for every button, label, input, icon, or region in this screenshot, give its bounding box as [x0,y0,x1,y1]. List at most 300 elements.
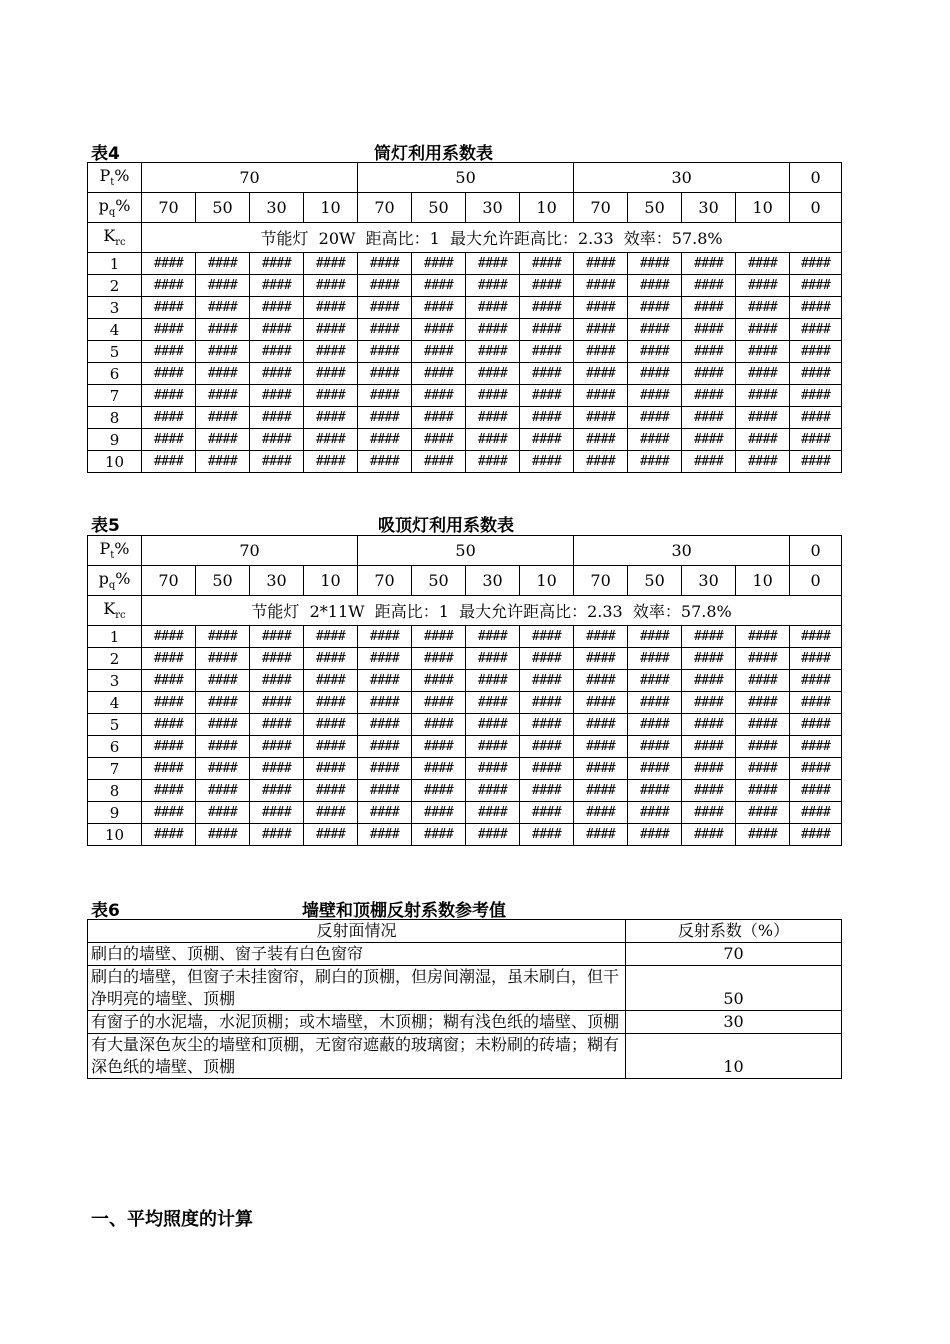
coefficient-cell: #### [790,714,842,736]
coefficient-cell: #### [412,451,466,473]
coefficient-cell: #### [466,802,520,824]
coefficient-cell: #### [304,275,358,297]
pt-label [88,163,142,193]
coefficient-cell: #### [682,780,736,802]
coefficient-cell: #### [736,275,790,297]
pq-value: 50 [412,566,466,596]
coefficient-cell: #### [196,275,250,297]
pq-row [88,193,842,223]
pq-value: 70 [358,566,412,596]
coefficient-cell: #### [682,692,736,714]
table5 [87,535,842,846]
coefficient-cell: #### [466,824,520,846]
table-row [88,648,842,670]
coefficient-cell: #### [412,736,466,758]
coefficient-cell: #### [682,824,736,846]
coefficient-cell: #### [736,319,790,341]
coefficient-cell: #### [574,780,628,802]
coefficient-cell: #### [196,451,250,473]
coefficient-cell: #### [682,341,736,363]
coefficient-cell: #### [196,648,250,670]
coefficient-cell: #### [466,297,520,319]
table6-header-surface: 反射面情况 [88,920,626,943]
table-row [88,692,842,714]
coefficient-cell: #### [466,780,520,802]
coefficient-cell: #### [790,780,842,802]
table-row [88,319,842,341]
coefficient-cell: #### [466,253,520,275]
coefficient-cell: #### [142,736,196,758]
lamp-info: 节能灯 20W 距高比：1 最大允许距高比：2.33 效率：57.8% [142,223,842,253]
coefficient-cell: #### [142,253,196,275]
coefficient-cell: #### [250,714,304,736]
coefficient-cell: #### [628,670,682,692]
coefficient-cell: #### [466,692,520,714]
coefficient-cell: #### [574,451,628,473]
coefficient-cell: #### [304,363,358,385]
coefficient-cell: #### [358,692,412,714]
pq-value: 30 [250,566,304,596]
coefficient-cell: #### [736,297,790,319]
coefficient-cell: #### [142,648,196,670]
coefficient-cell: #### [520,780,574,802]
coefficient-cell: #### [304,626,358,648]
table-row [88,802,842,824]
coefficient-cell: #### [412,253,466,275]
room-ratio: 8 [88,407,142,429]
coefficient-cell: #### [790,363,842,385]
pq-value: 30 [466,566,520,596]
coefficient-cell: #### [736,429,790,451]
coefficient-cell: #### [682,670,736,692]
table6-desc: 有窗子的水泥墙，水泥顶棚；或木墙壁，木顶棚；糊有浅色纸的墙壁、顶棚 [88,1011,626,1034]
pt-group: 0 [790,536,842,566]
coefficient-cell: #### [736,341,790,363]
label-subscript: q [108,580,116,592]
pt-label [88,536,142,566]
coefficient-cell: #### [142,670,196,692]
coefficient-cell: #### [196,802,250,824]
coefficient-cell: #### [250,253,304,275]
table-row [88,626,842,648]
coefficient-cell: #### [358,736,412,758]
coefficient-cell: #### [466,648,520,670]
coefficient-cell: #### [790,429,842,451]
pq-value: 50 [628,193,682,223]
coefficient-cell: #### [790,451,842,473]
coefficient-cell: #### [304,802,358,824]
coefficient-cell: #### [466,736,520,758]
coefficient-cell: #### [304,648,358,670]
coefficient-cell: #### [574,297,628,319]
label-base: K [103,226,116,246]
coefficient-cell: #### [466,407,520,429]
coefficient-cell: #### [790,275,842,297]
table6-value: 30 [626,1011,842,1034]
coefficient-cell: #### [736,692,790,714]
coefficient-cell: #### [790,692,842,714]
coefficient-cell: #### [412,714,466,736]
coefficient-cell: #### [358,824,412,846]
coefficient-cell: #### [790,736,842,758]
pt-group: 70 [142,163,358,193]
coefficient-cell: #### [790,758,842,780]
coefficient-cell: #### [628,824,682,846]
coefficient-cell: #### [250,451,304,473]
pq-value: 30 [250,193,304,223]
pq-label [88,193,142,223]
room-ratio: 9 [88,429,142,451]
label-subscript: q [108,207,116,219]
room-ratio: 1 [88,626,142,648]
pq-value: 70 [358,193,412,223]
coefficient-cell: #### [574,758,628,780]
coefficient-cell: #### [358,451,412,473]
table6-title: 墙壁和顶棚反射系数参考值 [302,901,506,921]
pq-value: 30 [682,566,736,596]
coefficient-cell: #### [682,253,736,275]
coefficient-cell: #### [574,648,628,670]
coefficient-cell: #### [196,714,250,736]
coefficient-cell: #### [574,407,628,429]
coefficient-cell: #### [412,802,466,824]
pq-value: 10 [304,566,358,596]
coefficient-cell: #### [466,451,520,473]
table-row [88,407,842,429]
coefficient-cell: #### [628,275,682,297]
coefficient-cell: #### [520,670,574,692]
krc-row [88,596,842,626]
room-ratio: 6 [88,736,142,758]
coefficient-cell: #### [358,648,412,670]
coefficient-cell: #### [412,692,466,714]
pt-group: 0 [790,163,842,193]
coefficient-cell: #### [628,802,682,824]
coefficient-cell: #### [790,648,842,670]
coefficient-cell: #### [250,692,304,714]
label-base: p [98,569,109,589]
coefficient-cell: #### [520,297,574,319]
lamp-info: 节能灯 2*11W 距高比：1 最大允许距高比：2.33 效率：57.8% [142,596,842,626]
pq-row [88,566,842,596]
room-ratio: 10 [88,824,142,846]
coefficient-cell: #### [466,758,520,780]
coefficient-cell: #### [520,319,574,341]
coefficient-cell: #### [196,692,250,714]
coefficient-cell: #### [196,626,250,648]
coefficient-cell: #### [736,385,790,407]
table6-caption [91,896,841,921]
coefficient-cell: #### [412,780,466,802]
coefficient-cell: #### [358,275,412,297]
coefficient-cell: #### [304,385,358,407]
pq-value: 10 [304,193,358,223]
coefficient-cell: #### [466,275,520,297]
label-subscript: t [110,177,115,189]
coefficient-cell: #### [628,758,682,780]
coefficient-cell: #### [682,758,736,780]
coefficient-cell: #### [790,385,842,407]
pq-value: 50 [196,193,250,223]
coefficient-cell: #### [358,429,412,451]
coefficient-cell: #### [736,363,790,385]
coefficient-cell: #### [358,407,412,429]
coefficient-cell: #### [574,429,628,451]
coefficient-cell: #### [682,385,736,407]
coefficient-cell: #### [142,363,196,385]
coefficient-cell: #### [412,319,466,341]
krc-label [88,223,142,253]
coefficient-cell: #### [466,319,520,341]
coefficient-cell: #### [304,253,358,275]
coefficient-cell: #### [682,626,736,648]
coefficient-cell: #### [304,297,358,319]
room-ratio: 8 [88,780,142,802]
coefficient-cell: #### [196,736,250,758]
room-ratio: 4 [88,692,142,714]
coefficient-cell: #### [628,736,682,758]
coefficient-cell: #### [790,319,842,341]
coefficient-cell: #### [412,275,466,297]
pt-group: 50 [358,536,574,566]
coefficient-cell: #### [790,253,842,275]
pq-value: 70 [574,566,628,596]
room-ratio: 3 [88,297,142,319]
coefficient-cell: #### [574,385,628,407]
coefficient-cell: #### [250,319,304,341]
coefficient-cell: #### [736,670,790,692]
coefficient-cell: #### [628,341,682,363]
coefficient-cell: #### [304,714,358,736]
coefficient-cell: #### [736,736,790,758]
table6-value: 50 [626,966,842,1011]
coefficient-cell: #### [790,407,842,429]
coefficient-cell: #### [412,363,466,385]
table6-value: 70 [626,943,842,966]
pt-group: 30 [574,536,790,566]
coefficient-cell: #### [574,319,628,341]
coefficient-cell: #### [304,824,358,846]
coefficient-cell: #### [142,714,196,736]
coefficient-cell: #### [466,626,520,648]
pq-value: 0 [790,193,842,223]
coefficient-cell: #### [520,275,574,297]
coefficient-cell: #### [358,758,412,780]
coefficient-cell: #### [304,407,358,429]
table-row [88,451,842,473]
pt-group: 30 [574,163,790,193]
coefficient-cell: #### [628,714,682,736]
coefficient-cell: #### [142,341,196,363]
coefficient-cell: #### [574,736,628,758]
coefficient-cell: #### [196,385,250,407]
room-ratio: 6 [88,363,142,385]
coefficient-cell: #### [520,341,574,363]
coefficient-cell: #### [736,824,790,846]
label-suffix: % [115,196,131,216]
pt-group: 70 [142,536,358,566]
coefficient-cell: #### [250,297,304,319]
label-base: p [98,196,109,216]
coefficient-cell: #### [412,429,466,451]
coefficient-cell: #### [520,736,574,758]
coefficient-cell: #### [520,758,574,780]
coefficient-cell: #### [358,802,412,824]
table-row [88,385,842,407]
table6-desc: 有大量深色灰尘的墙壁和顶棚，无窗帘遮蔽的玻璃窗；未粉刷的砖墙；糊有深色纸的墙壁、顶棚 [88,1034,626,1079]
krc-row [88,223,842,253]
room-ratio: 1 [88,253,142,275]
table6-header-coefficient: 反射系数（%） [626,920,842,943]
table6-value: 10 [626,1034,842,1079]
table-row [88,670,842,692]
label-suffix: % [114,539,130,559]
coefficient-cell: #### [250,670,304,692]
pq-value: 30 [682,193,736,223]
pq-value: 10 [736,193,790,223]
label-base: P [99,539,111,559]
pt-row [88,536,842,566]
coefficient-cell: #### [250,429,304,451]
coefficient-cell: #### [142,297,196,319]
coefficient-cell: #### [412,297,466,319]
coefficient-cell: #### [574,275,628,297]
coefficient-cell: #### [736,407,790,429]
coefficient-cell: #### [466,341,520,363]
table-row [88,297,842,319]
coefficient-cell: #### [520,407,574,429]
room-ratio: 7 [88,758,142,780]
room-ratio: 7 [88,385,142,407]
coefficient-cell: #### [142,824,196,846]
pt-group: 50 [358,163,574,193]
coefficient-cell: #### [790,802,842,824]
coefficient-cell: #### [304,670,358,692]
coefficient-cell: #### [466,670,520,692]
pq-value: 0 [790,566,842,596]
coefficient-cell: #### [520,692,574,714]
coefficient-cell: #### [142,692,196,714]
room-ratio: 10 [88,451,142,473]
coefficient-cell: #### [358,626,412,648]
coefficient-cell: #### [466,714,520,736]
coefficient-cell: #### [304,780,358,802]
section-heading: 一、平均照度的计算 [91,1209,253,1230]
coefficient-cell: #### [466,429,520,451]
coefficient-cell: #### [412,626,466,648]
table4 [87,162,842,473]
coefficient-cell: #### [682,363,736,385]
coefficient-cell: #### [628,780,682,802]
coefficient-cell: #### [736,758,790,780]
room-ratio: 2 [88,648,142,670]
pq-value: 70 [142,193,196,223]
coefficient-cell: #### [196,780,250,802]
coefficient-cell: #### [196,670,250,692]
pq-value: 30 [466,193,520,223]
coefficient-cell: #### [628,253,682,275]
coefficient-cell: #### [736,451,790,473]
label-subscript: rc [115,237,126,249]
coefficient-cell: #### [358,363,412,385]
coefficient-cell: #### [628,319,682,341]
pq-value: 10 [736,566,790,596]
coefficient-cell: #### [304,692,358,714]
table5-title: 吸顶灯利用系数表 [378,516,514,536]
coefficient-cell: #### [466,363,520,385]
coefficient-cell: #### [682,648,736,670]
coefficient-cell: #### [196,341,250,363]
coefficient-cell: #### [304,736,358,758]
coefficient-cell: #### [790,670,842,692]
coefficient-cell: #### [358,780,412,802]
coefficient-cell: #### [682,451,736,473]
coefficient-cell: #### [574,253,628,275]
label-suffix: % [114,166,130,186]
coefficient-cell: #### [520,626,574,648]
coefficient-cell: #### [196,429,250,451]
coefficient-cell: #### [250,341,304,363]
label-subscript: rc [115,610,126,622]
table-row [88,363,842,385]
table4-caption [91,139,841,164]
table6-desc: 刷白的墙壁、顶棚、窗子装有白色窗帘 [88,943,626,966]
coefficient-cell: #### [304,341,358,363]
coefficient-cell: #### [790,824,842,846]
coefficient-cell: #### [520,385,574,407]
table-row [88,253,842,275]
coefficient-cell: #### [412,407,466,429]
coefficient-cell: #### [196,319,250,341]
table-row [88,758,842,780]
coefficient-cell: #### [520,824,574,846]
table-row [88,780,842,802]
coefficient-cell: #### [142,780,196,802]
pq-value: 70 [142,566,196,596]
coefficient-cell: #### [628,385,682,407]
table-row [88,736,842,758]
label-base: K [103,599,116,619]
coefficient-cell: #### [736,626,790,648]
coefficient-cell: #### [250,363,304,385]
coefficient-cell: #### [358,670,412,692]
coefficient-cell: #### [142,802,196,824]
coefficient-cell: #### [358,341,412,363]
coefficient-cell: #### [628,451,682,473]
coefficient-cell: #### [520,451,574,473]
table-row [88,429,842,451]
coefficient-cell: #### [520,648,574,670]
coefficient-cell: #### [736,253,790,275]
coefficient-cell: #### [142,451,196,473]
coefficient-cell: #### [574,670,628,692]
krc-label [88,596,142,626]
coefficient-cell: #### [250,780,304,802]
coefficient-cell: #### [358,253,412,275]
coefficient-cell: #### [142,626,196,648]
coefficient-cell: #### [142,407,196,429]
coefficient-cell: #### [682,407,736,429]
coefficient-cell: #### [628,297,682,319]
table-row [88,341,842,363]
coefficient-cell: #### [250,758,304,780]
coefficient-cell: #### [520,802,574,824]
coefficient-cell: #### [250,626,304,648]
coefficient-cell: #### [628,648,682,670]
room-ratio: 4 [88,319,142,341]
coefficient-cell: #### [682,714,736,736]
pq-value: 50 [412,193,466,223]
